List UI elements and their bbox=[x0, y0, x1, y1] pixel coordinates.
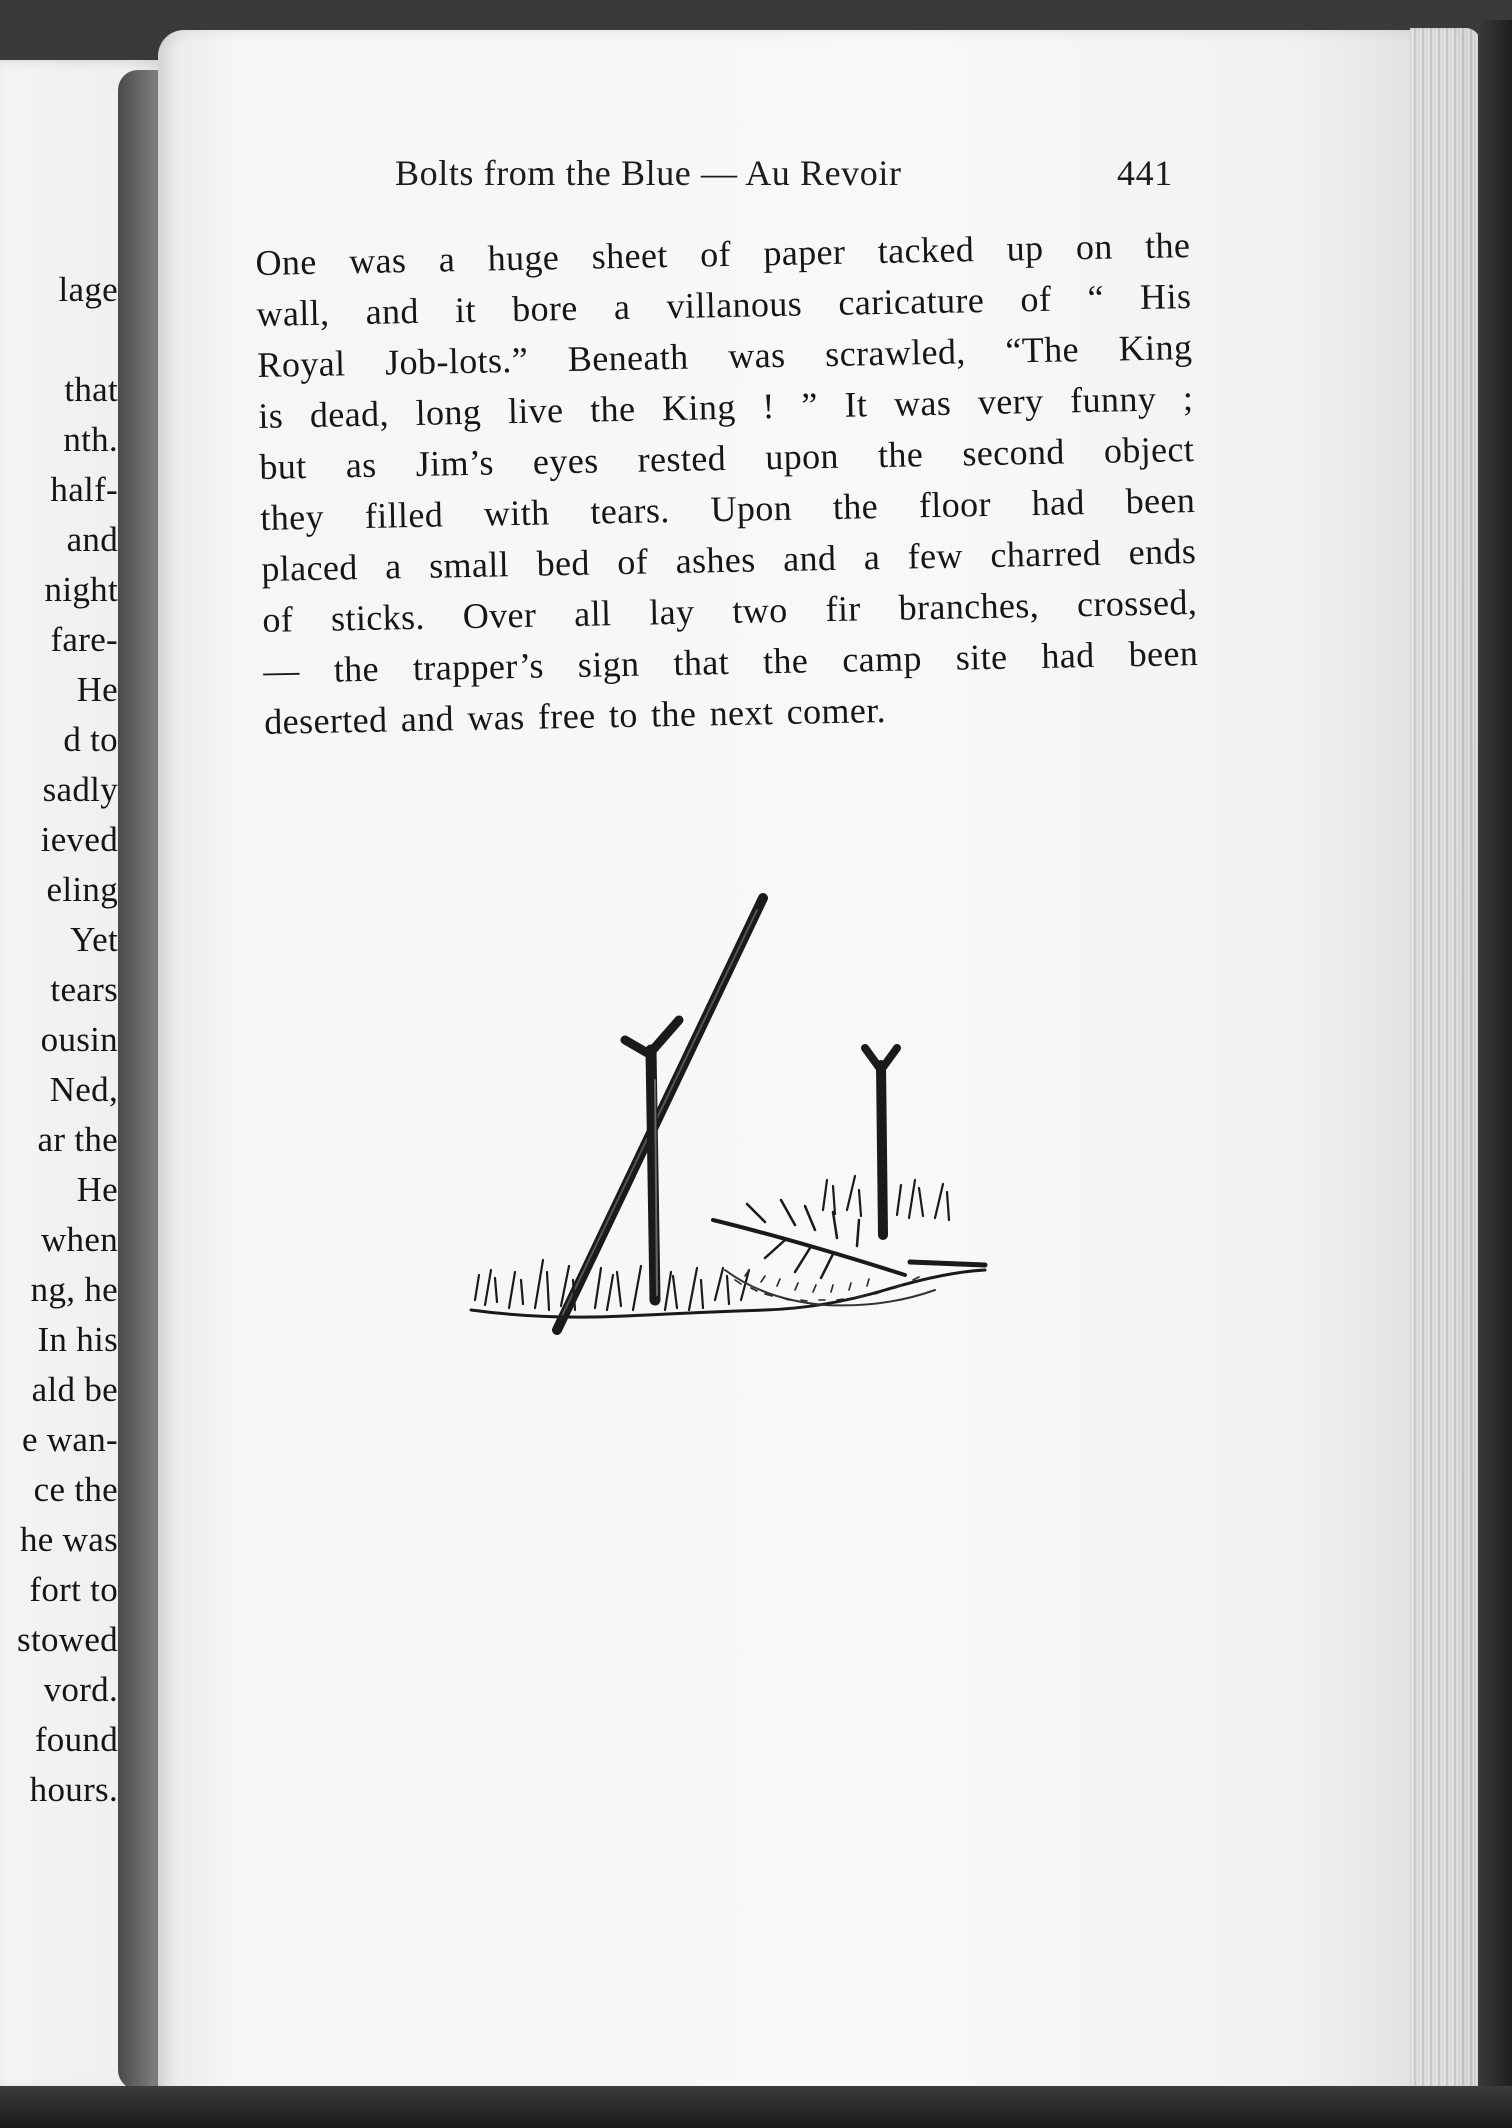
body-line: they filled with tears. Upon the floor had been bbox=[259, 480, 1196, 538]
body-line: of sticks. Over all lay two fir branches, crossed, bbox=[261, 581, 1198, 640]
camp-site-illustration bbox=[465, 880, 1045, 1370]
left-page-fragment: stowed bbox=[17, 1620, 118, 1659]
left-page-fragment: half- bbox=[50, 470, 118, 509]
left-page-fragment: hours. bbox=[29, 1770, 118, 1809]
left-page-fragment: he was bbox=[19, 1520, 118, 1559]
left-page-fragment: d to bbox=[63, 720, 118, 759]
left-page-fragment: ieved bbox=[40, 820, 118, 859]
left-page-fragment: night bbox=[44, 570, 118, 609]
body-line: One was a huge sheet of paper tacked up on the bbox=[255, 225, 1191, 283]
running-head bbox=[395, 152, 1195, 194]
body-line: wall, and it bore a villanous caricature of “ His bbox=[256, 276, 1192, 334]
book-cover-edge bbox=[1478, 20, 1512, 2128]
left-page-fragment: and bbox=[66, 520, 118, 559]
body-line: — the trapper’s sign that the camp site had been bbox=[262, 632, 1199, 691]
left-page-fragment: lage bbox=[58, 270, 118, 309]
left-page-fragment: fare- bbox=[50, 620, 118, 659]
left-page-fragment: sadly bbox=[42, 770, 118, 809]
body-line: Royal Job-lots.” Beneath was scrawled, “The King bbox=[257, 327, 1193, 385]
left-page-fragment: e wan- bbox=[21, 1420, 118, 1459]
left-page-text-fragments bbox=[17, 265, 118, 1815]
left-page-fragment: In his bbox=[37, 1320, 118, 1359]
left-page-fragment: ce the bbox=[33, 1470, 118, 1509]
left-page-fragment: ousin bbox=[40, 1020, 118, 1059]
body-line: placed a small bed of ashes and a few charred ends bbox=[260, 530, 1197, 589]
body-line: is dead, long live the King ! ” It was very funny ; bbox=[258, 378, 1194, 436]
forked-stake-right bbox=[881, 1065, 883, 1235]
body-line: deserted and was free to the next comer. bbox=[263, 689, 887, 742]
left-page-fragment: Yet bbox=[70, 920, 118, 959]
left-page-fragment: tears bbox=[50, 970, 118, 1009]
left-page-fragment: vord. bbox=[43, 1670, 118, 1709]
left-page-fragment: ald be bbox=[31, 1370, 118, 1409]
left-page-fragment: Ned, bbox=[49, 1070, 118, 1109]
body-paragraph bbox=[255, 220, 1200, 748]
book-bottom-board bbox=[0, 2086, 1512, 2128]
running-head-title: Bolts from the Blue — Au Revoir bbox=[395, 153, 902, 193]
body-line: but as Jim’s eyes rested upon the second object bbox=[259, 429, 1195, 487]
left-page-fragment: fort to bbox=[29, 1570, 118, 1609]
left-page-fragment: He bbox=[76, 670, 118, 709]
left-page-fragment bbox=[17, 315, 118, 365]
left-page-fragment: nth. bbox=[63, 420, 118, 459]
left-page-fragment: that bbox=[64, 370, 118, 409]
left-page-fragment: eling bbox=[46, 870, 118, 909]
left-page-fragment: He bbox=[76, 1170, 118, 1209]
left-page-fragment: when bbox=[40, 1220, 118, 1259]
page-edges bbox=[1410, 28, 1480, 2088]
page-number: 441 bbox=[1117, 153, 1173, 193]
left-page-fragment: found bbox=[34, 1720, 118, 1759]
left-page-fragment: ar the bbox=[37, 1120, 118, 1159]
left-page-fragment: ng, he bbox=[30, 1270, 118, 1309]
